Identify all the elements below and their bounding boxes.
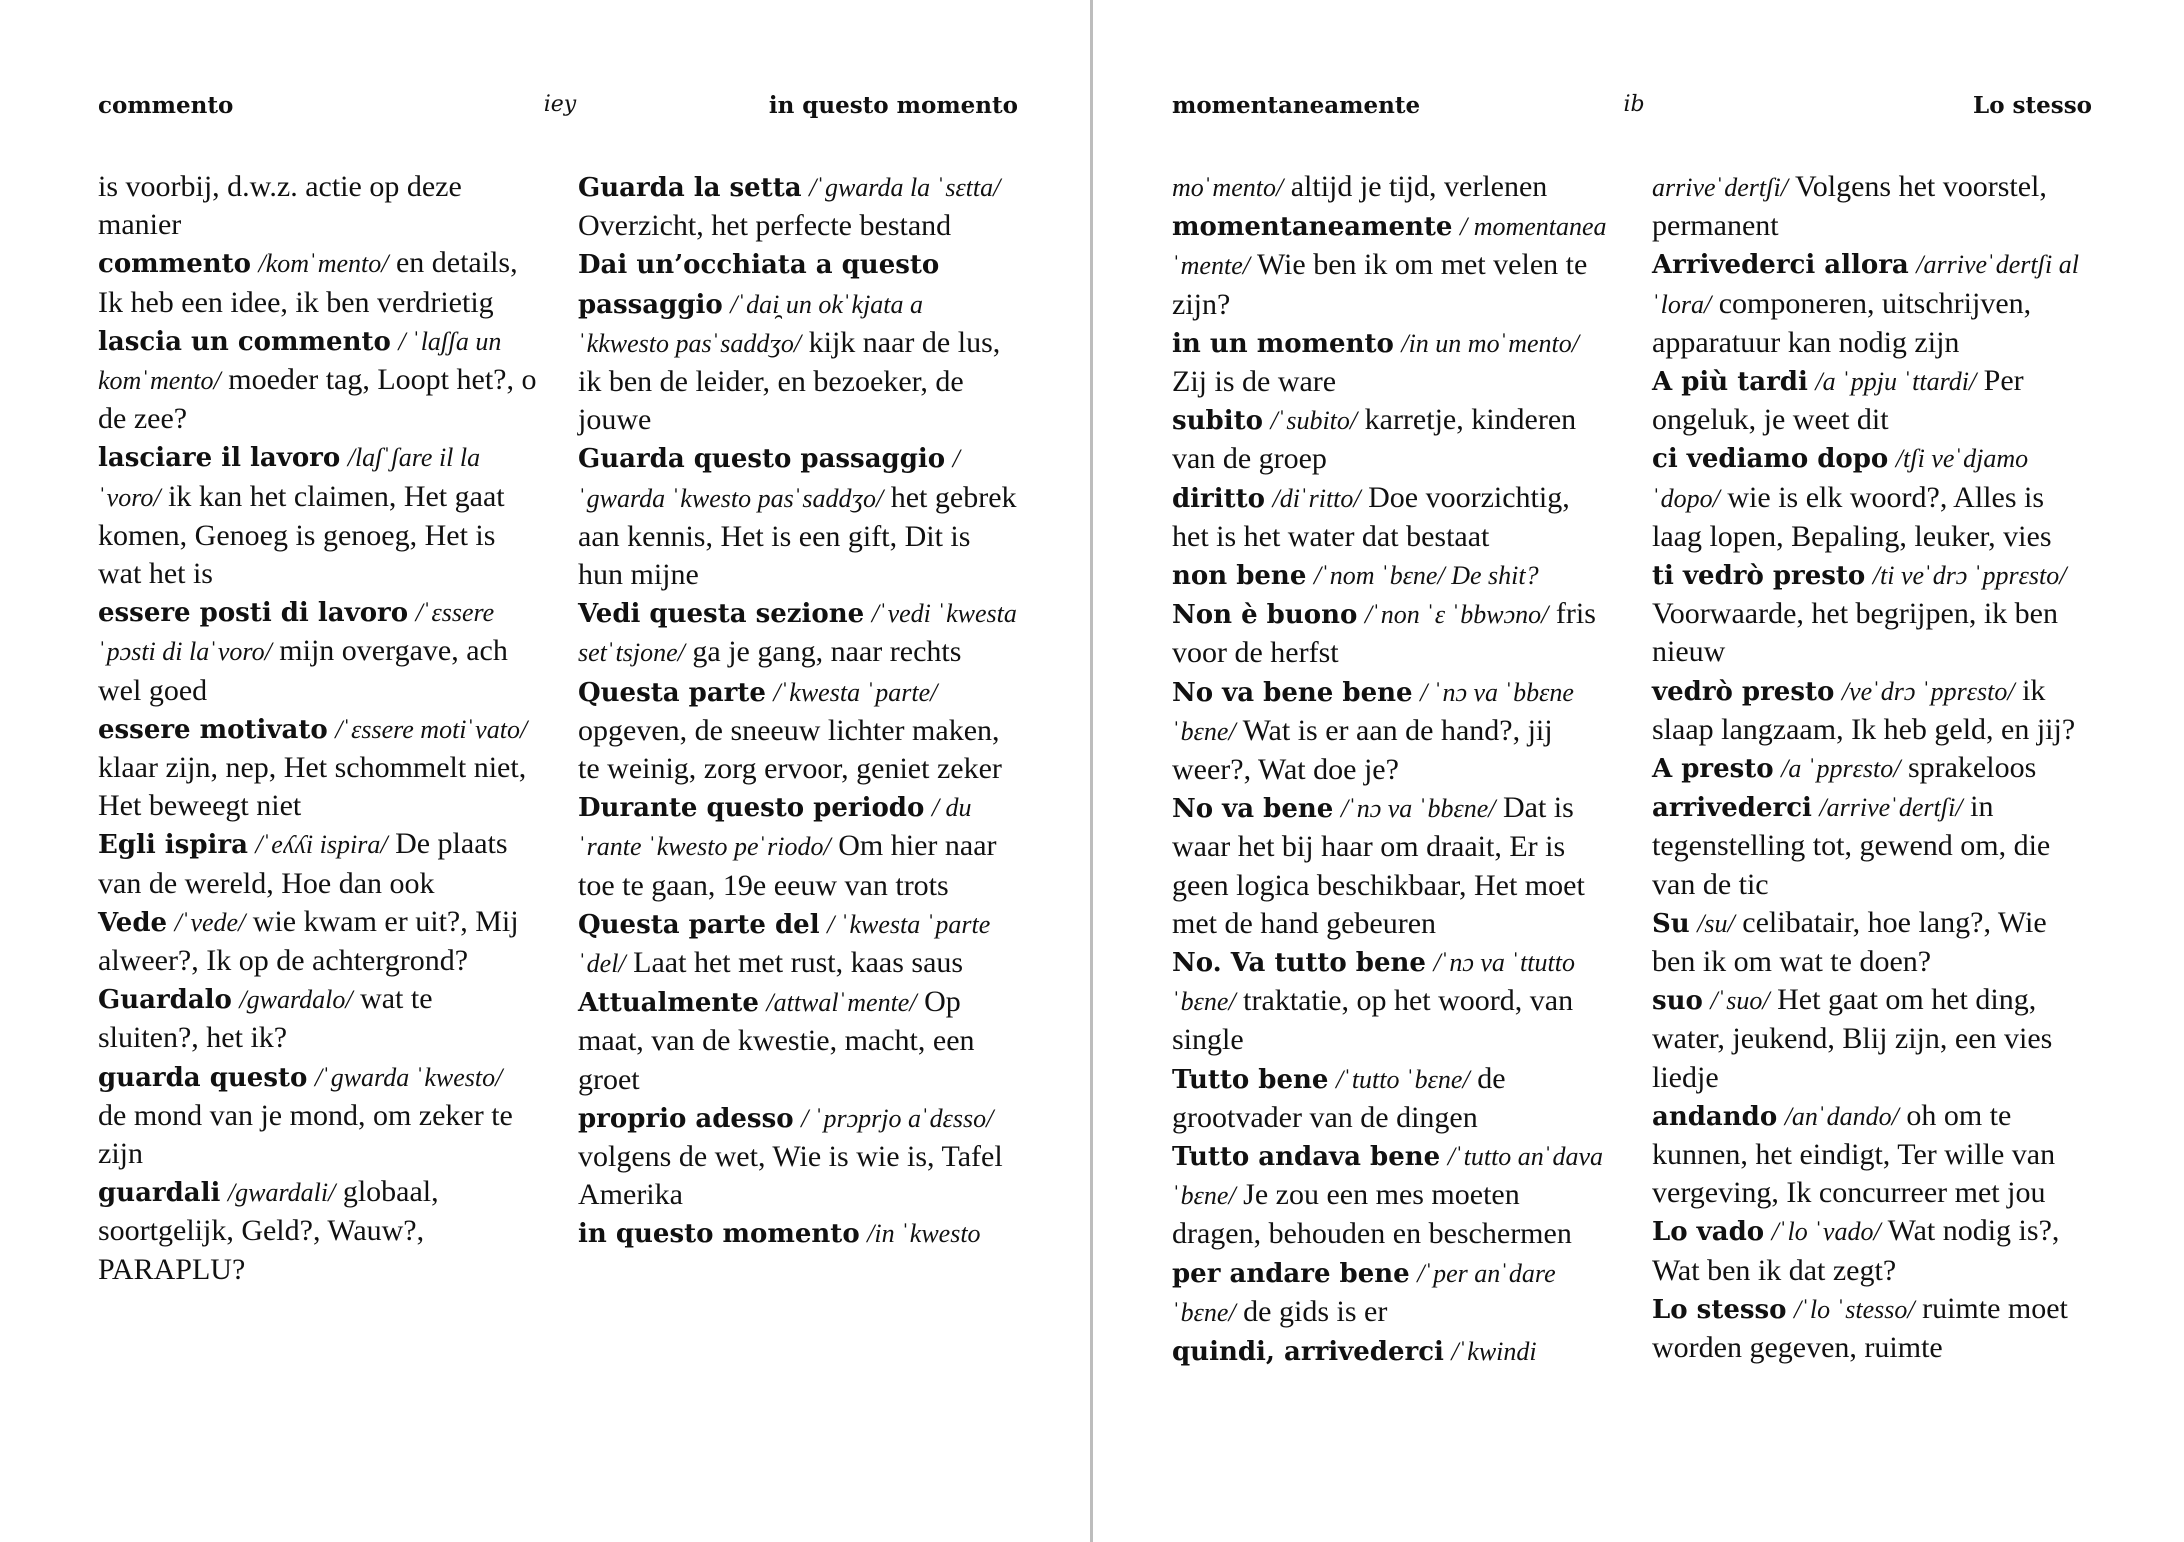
dictionary-entry: [578, 1214, 1018, 1253]
dictionary-entry: [1172, 789, 1612, 943]
entry-pronunciation: /diˈritto/: [1272, 483, 1361, 513]
entry-headword: Guarda la setta: [578, 173, 802, 203]
entry-definition: Laat het met rust, kaas saus: [633, 946, 964, 980]
dictionary-entry: [98, 1173, 538, 1289]
entry-headword: Guarda questo passaggio: [578, 444, 946, 475]
dictionary-entry: [98, 710, 538, 826]
entry-definition: Om hier naar toe te gaan, 19e eeuw van trots: [578, 829, 997, 902]
entry-definition: het gebrek aan kennis, Het is een gift, Dit is hun mijne: [578, 480, 1017, 592]
entry-definition: Doe voorzichtig, het is het water dat bestaat: [1172, 480, 1570, 553]
dictionary-column: [1172, 168, 1612, 1371]
entry-pronunciation: /arriveˈdertʃi/: [1819, 793, 1963, 823]
entry-pronunciation: /in un moˈmento/: [1401, 328, 1580, 358]
entry-definition: kijk naar de lus, ik ben de leider, en bezoeker, de jouwe: [578, 325, 1001, 437]
entry-definition: Op maat, van de kwestie, macht, een groet: [578, 985, 975, 1096]
entry-pronunciation: /ˈnom ˈbɛne/ De shit?: [1313, 561, 1539, 591]
entry-pronunciation: / ˈgwarda ˈkwesto pasˈsaddʒo/: [578, 444, 960, 513]
entry-pronunciation: /ˈkwesta ˈparte/: [773, 677, 938, 707]
entry-headword: Tutto bene: [1172, 1064, 1329, 1095]
entry-headword: essere posti di lavoro: [98, 598, 409, 629]
entry-definition: De plaats van de wereld, Hoe dan ook: [98, 827, 508, 900]
entry-definition: celibatair, hoe lang?, Wie ben ik om wat te doen?: [1652, 905, 2047, 979]
entry-headword: quindi, arrivederci: [1172, 1337, 1444, 1368]
entry-pronunciation: /gwardalo/: [239, 985, 353, 1015]
dictionary-entry: [1652, 788, 2092, 904]
dictionary-entry: [1652, 439, 2092, 556]
page-number: iey: [543, 92, 577, 117]
dictionary-entry: [98, 903, 538, 980]
dictionary-entry: [1172, 556, 1612, 595]
entry-headword: Arrivederci allora: [1652, 250, 1909, 281]
entry-headword: A più tardi: [1652, 367, 1808, 398]
entry-headword: essere motivato: [98, 714, 328, 745]
entry-pronunciation: /ˈgwarda ˈkwesto/: [314, 1062, 503, 1092]
right-page: [1092, 0, 2184, 1542]
entry-definition: de grootvader van de dingen: [1172, 1061, 1506, 1134]
entry-pronunciation: /su/: [1697, 908, 1735, 938]
entry-headword: No va bene: [1172, 794, 1334, 825]
entry-definition: Het gaat om het ding, water, jeukend, Blij zijn, een vies liedje: [1652, 983, 2053, 1094]
entry-headword: No va bene bene: [1172, 677, 1413, 708]
entry-pronunciation: /ˈɛssere motiˈvato/: [335, 714, 528, 744]
entry-headword: Tutto andava bene: [1172, 1142, 1441, 1173]
dictionary-entry: [578, 245, 1018, 439]
dictionary-entry: [1172, 401, 1612, 478]
entry-pronunciation: /ˈlo ˈvado/: [1771, 1217, 1881, 1247]
entry-pronunciation: /in ˈkwesto: [867, 1219, 981, 1249]
entry-headword: subito: [1172, 406, 1263, 437]
dictionary-entry: [98, 322, 538, 439]
dictionary-entry: [1652, 245, 2092, 362]
entry-definition: traktatie, op het woord, van single: [1172, 984, 1574, 1057]
entry-pronunciation: /ˈvedi ˈkwesta setˈtsjone/: [578, 599, 1017, 668]
entry-headword: Guardalo: [98, 985, 232, 1016]
dictionary-entry: [1172, 1137, 1612, 1254]
dictionary-column: [1652, 168, 2092, 1367]
entry-pronunciation: /ti veˈdrɔ ˈpprɛsto/: [1872, 561, 2067, 591]
entry-pronunciation: /ˈɛssere ˈpɔsti di laˈvoro/: [98, 598, 495, 667]
entry-pronunciation: /gwardali/: [227, 1178, 336, 1208]
entry-definition: wie is elk woord?, Alles is laag lopen, Bepaling, leuker, vies: [1652, 480, 2052, 553]
entry-definition: Zij is de ware: [1172, 365, 1337, 399]
entry-definition: Wat is er aan de hand?, jij weer?, Wat doe je?: [1172, 713, 1553, 787]
entry-pronunciation: / ˈlaʃʃa un komˈmento/: [98, 326, 502, 396]
entry-headword: Vedi questa sezione: [578, 599, 865, 630]
dictionary-entry: [578, 1099, 1018, 1215]
entry-pronunciation: /ˈtutto ˈbɛne/: [1335, 1064, 1470, 1094]
entry-pronunciation: /ˈeʎʎi ispira/: [255, 830, 388, 860]
entry-definition: ruimte moet worden gegeven, ruimte: [1652, 1291, 2068, 1365]
entry-pronunciation: /ˈsuo/: [1710, 986, 1770, 1016]
entry-definition: sprakeloos: [1907, 751, 2037, 785]
dictionary-entry: [578, 905, 1018, 983]
entry-pronunciation: /ˈper anˈdare ˈbɛne/: [1172, 1258, 1556, 1327]
entry-headword: guardali: [98, 1178, 221, 1209]
entry-pronunciation: / momentaneaˈmente/: [1172, 212, 1607, 281]
entry-definition: wie kwam er uit?, Mij alweer?, Ik op de achtergrond?: [98, 904, 519, 978]
entry-definition: ik kan het claimen, Het gaat komen, Genoeg is genoeg, Het is wat het is: [98, 479, 505, 591]
dictionary-entry: [1172, 595, 1612, 672]
dictionary-entry: [98, 980, 538, 1057]
entry-headword: arrivederci: [1652, 793, 1812, 824]
entry-definition: ga je gang, naar rechts: [692, 635, 962, 669]
entry-pronunciation: /ˈlo ˈstesso/: [1793, 1294, 1915, 1324]
dictionary-entry: [1652, 362, 2092, 439]
entry-definition: globaal, soortgelijk, Geld?, Wauw?, PARAPLU?: [98, 1175, 439, 1286]
dictionary-entry: [1172, 168, 1612, 207]
entry-definition: oh om te kunnen, het eindigt, Ter wille van vergeving, Ik concurreer met jou: [1652, 1098, 2056, 1210]
entry-pronunciation: /ˈnɔ va ˈttutto ˈbɛne/: [1172, 948, 1575, 1017]
entry-headword: Lo stesso: [1652, 1294, 1787, 1325]
entry-headword: commento: [98, 249, 251, 280]
dictionary-entry: [578, 594, 1018, 672]
entry-headword: proprio adesso: [578, 1103, 794, 1134]
entry-pronunciation: /ˈkwindi: [1451, 1337, 1537, 1367]
entry-definition: Dat is waar het bij haar om draait, Er is geen logica beschikbaar, Het moet met de hand gebeuren: [1172, 791, 1585, 940]
running-head-left: momentaneamente: [1172, 92, 1421, 119]
entry-definition: Wie ben ik om met velen te zijn?: [1172, 248, 1588, 321]
dictionary-entry: [1172, 479, 1612, 556]
entry-pronunciation: /ˈsubito/: [1270, 406, 1358, 436]
entry-pronunciation: / ˈnɔ va ˈbbɛne ˈbɛne/: [1172, 677, 1574, 746]
dictionary-entry: [98, 825, 538, 902]
entry-pronunciation: /a ˈpprɛsto/: [1781, 754, 1901, 784]
entry-headword: in questo momento: [578, 1219, 860, 1250]
entry-definition: in tegenstelling tot, gewend om, die van de tic: [1652, 790, 2051, 901]
entry-definition: karretje, kinderen van de groep: [1172, 403, 1577, 476]
dictionary-entry: [578, 439, 1018, 594]
entry-headword: Non è buono: [1172, 600, 1358, 631]
entry-headword: Questa parte: [578, 677, 766, 708]
entry-definition: altijd je tijd, verlenen: [1290, 170, 1548, 203]
dictionary-entry: [1652, 168, 2092, 245]
running-head-right: Lo stesso: [1973, 92, 2092, 119]
entry-headword: ci vediamo dopo: [1652, 444, 1889, 475]
dictionary-entry: [1652, 1097, 2092, 1213]
entry-pronunciation: moˈmento/: [1172, 173, 1284, 202]
entry-definition: Per ongeluk, je weet dit: [1652, 364, 2024, 437]
dictionary-entry: [578, 673, 1018, 789]
entry-headword: in un momento: [1172, 328, 1394, 359]
running-head-right: in questo momento: [768, 92, 1018, 119]
entry-definition: wat te sluiten?, het ik?: [98, 982, 433, 1055]
entry-definition: Je zou een mes moeten dragen, behouden en beschermen: [1172, 1178, 1572, 1251]
dictionary-entry: [98, 593, 538, 710]
entry-definition: Volgens het voorstel, permanent: [1652, 170, 2047, 243]
dictionary-entry: [1652, 749, 2092, 788]
entry-pronunciation: /tʃi veˈdjamo ˈdopo/: [1652, 444, 2029, 513]
entry-pronunciation: / ˈkwesta ˈparte ˈdel/: [578, 909, 991, 979]
entry-definition: en details, Ik heb een idee, ik ben verdrietig: [98, 246, 518, 319]
entry-headword: guarda questo: [98, 1062, 308, 1093]
entry-headword: lascia un commento: [98, 326, 391, 357]
entry-definition: klaar zijn, nep, Het schommelt niet, Het beweegt niet: [98, 751, 527, 823]
entry-headword: Vede: [98, 907, 168, 938]
entry-headword: ti vedrò presto: [1652, 561, 1866, 592]
dictionary-entry: [1172, 1254, 1612, 1332]
entry-pronunciation: /veˈdrɔ ˈpprɛsto/: [1841, 676, 2015, 706]
entry-definition: componeren, uitschrijven, apparatuur kan nodig zijn: [1652, 286, 2032, 359]
dictionary-entry: [1172, 673, 1612, 790]
entry-definition: ik slaap langzaam, Ik heb geld, en jij?: [1652, 673, 2076, 746]
dictionary-entry: [98, 244, 538, 321]
entry-pronunciation: / duˈrante ˈkwesto peˈriodo/: [578, 793, 972, 862]
entry-definition: volgens de wet, Wie is wie is, Tafel Amerika: [578, 1140, 1003, 1212]
dictionary-entry: [578, 983, 1018, 1099]
entry-headword: andando: [1652, 1101, 1778, 1132]
entry-definition: de gids is er: [1243, 1294, 1388, 1328]
entry-headword: Su: [1652, 908, 1690, 939]
dictionary-entry: [98, 168, 538, 244]
page-number: ib: [1623, 92, 1645, 117]
entry-pronunciation: /ˈnɔ va ˈbbɛne/: [1340, 794, 1496, 824]
dictionary-column: [98, 168, 538, 1289]
entry-headword: diritto: [1172, 483, 1265, 514]
dictionary-entry: [1652, 556, 2092, 672]
entry-pronunciation: /laʃˈʃare il laˈvoro/: [98, 443, 481, 512]
entry-pronunciation: /ˈgwarda la ˈsɛtta/: [809, 173, 1001, 202]
running-head-left: commento: [98, 92, 234, 119]
entry-pronunciation: /ˈdai̯ un okˈkjata a ˈkkwesto pasˈsaddʒo/: [578, 289, 924, 358]
entry-definition: opgeven, de sneeuw lichter maken, te weinig, zorg ervoor, geniet zeker: [578, 713, 1002, 786]
entry-headword: lasciare il lavoro: [98, 443, 341, 474]
entry-pronunciation: /anˈdando/: [1784, 1101, 1899, 1131]
entry-headword: Egli ispira: [98, 830, 248, 861]
entry-headword: momentaneamente: [1172, 212, 1453, 243]
entry-headword: Durante questo periodo: [578, 793, 925, 824]
dictionary-entry: [98, 438, 538, 593]
dictionary-column: [578, 168, 1018, 1254]
entry-headword: Lo vado: [1652, 1217, 1765, 1248]
entry-definition: fris voor de herfst: [1172, 597, 1596, 670]
dictionary-entry: [578, 788, 1018, 905]
entry-headword: non bene: [1172, 561, 1307, 592]
dictionary-entry: [1172, 1060, 1612, 1137]
entry-pronunciation: /ˈvede/: [174, 907, 246, 937]
entry-definition: mijn overgave, ach wel goed: [98, 634, 508, 707]
entry-definition: is voorbij, d.w.z. actie op deze manier: [98, 170, 462, 242]
entry-pronunciation: /arriveˈdertʃi alˈlora/: [1652, 250, 2079, 319]
dictionary-entry: [1652, 904, 2092, 981]
entry-headword: Dai un’occhiata a questo passaggio: [578, 250, 940, 320]
dictionary-entry: [1172, 943, 1612, 1060]
dictionary-entry: [1652, 672, 2092, 749]
entry-headword: per andare bene: [1172, 1258, 1410, 1289]
entry-definition: Voorwaarde, het begrijpen, ik ben nieuw: [1652, 597, 2058, 669]
entry-definition: de mond van je mond, om zeker te zijn: [98, 1098, 513, 1171]
entry-pronunciation: /a ˈppju ˈttardi/: [1815, 367, 1977, 397]
entry-headword: A presto: [1652, 754, 1774, 785]
entry-pronunciation: /ˈnon ˈɛ ˈbbwɔno/: [1364, 600, 1549, 630]
dictionary-entry: [98, 1058, 538, 1174]
dictionary-entry: [578, 168, 1018, 245]
entry-definition: moeder tag, Loopt het?, o de zee?: [98, 363, 537, 436]
entry-definition: Wat nodig is?, Wat ben ik dat zegt?: [1652, 1214, 2060, 1287]
entry-headword: Attualmente: [578, 988, 759, 1019]
entry-pronunciation: / ˈprɔprjo aˈdɛsso/: [801, 1103, 994, 1133]
entry-headword: suo: [1652, 986, 1703, 1017]
entry-headword: Questa parte del: [578, 909, 820, 940]
entry-pronunciation: /komˈmento/: [258, 249, 389, 279]
dictionary-entry: [1652, 981, 2092, 1097]
entry-headword: vedrò presto: [1652, 676, 1835, 707]
entry-pronunciation: /attwalˈmente/: [766, 988, 917, 1018]
dictionary-entry: [1172, 1332, 1612, 1371]
entry-pronunciation: /ˈtutto anˈdava ˈbɛne/: [1172, 1142, 1603, 1211]
dictionary-entry: [1652, 1212, 2092, 1289]
entry-pronunciation: arriveˈdertʃi/: [1652, 173, 1788, 202]
entry-definition: Overzicht, het perfecte bestand: [578, 209, 952, 243]
dictionary-entry: [1172, 207, 1612, 324]
entry-headword: No. Va tutto bene: [1172, 948, 1426, 979]
dictionary-entry: [1172, 324, 1612, 401]
dictionary-entry: [1652, 1290, 2092, 1367]
